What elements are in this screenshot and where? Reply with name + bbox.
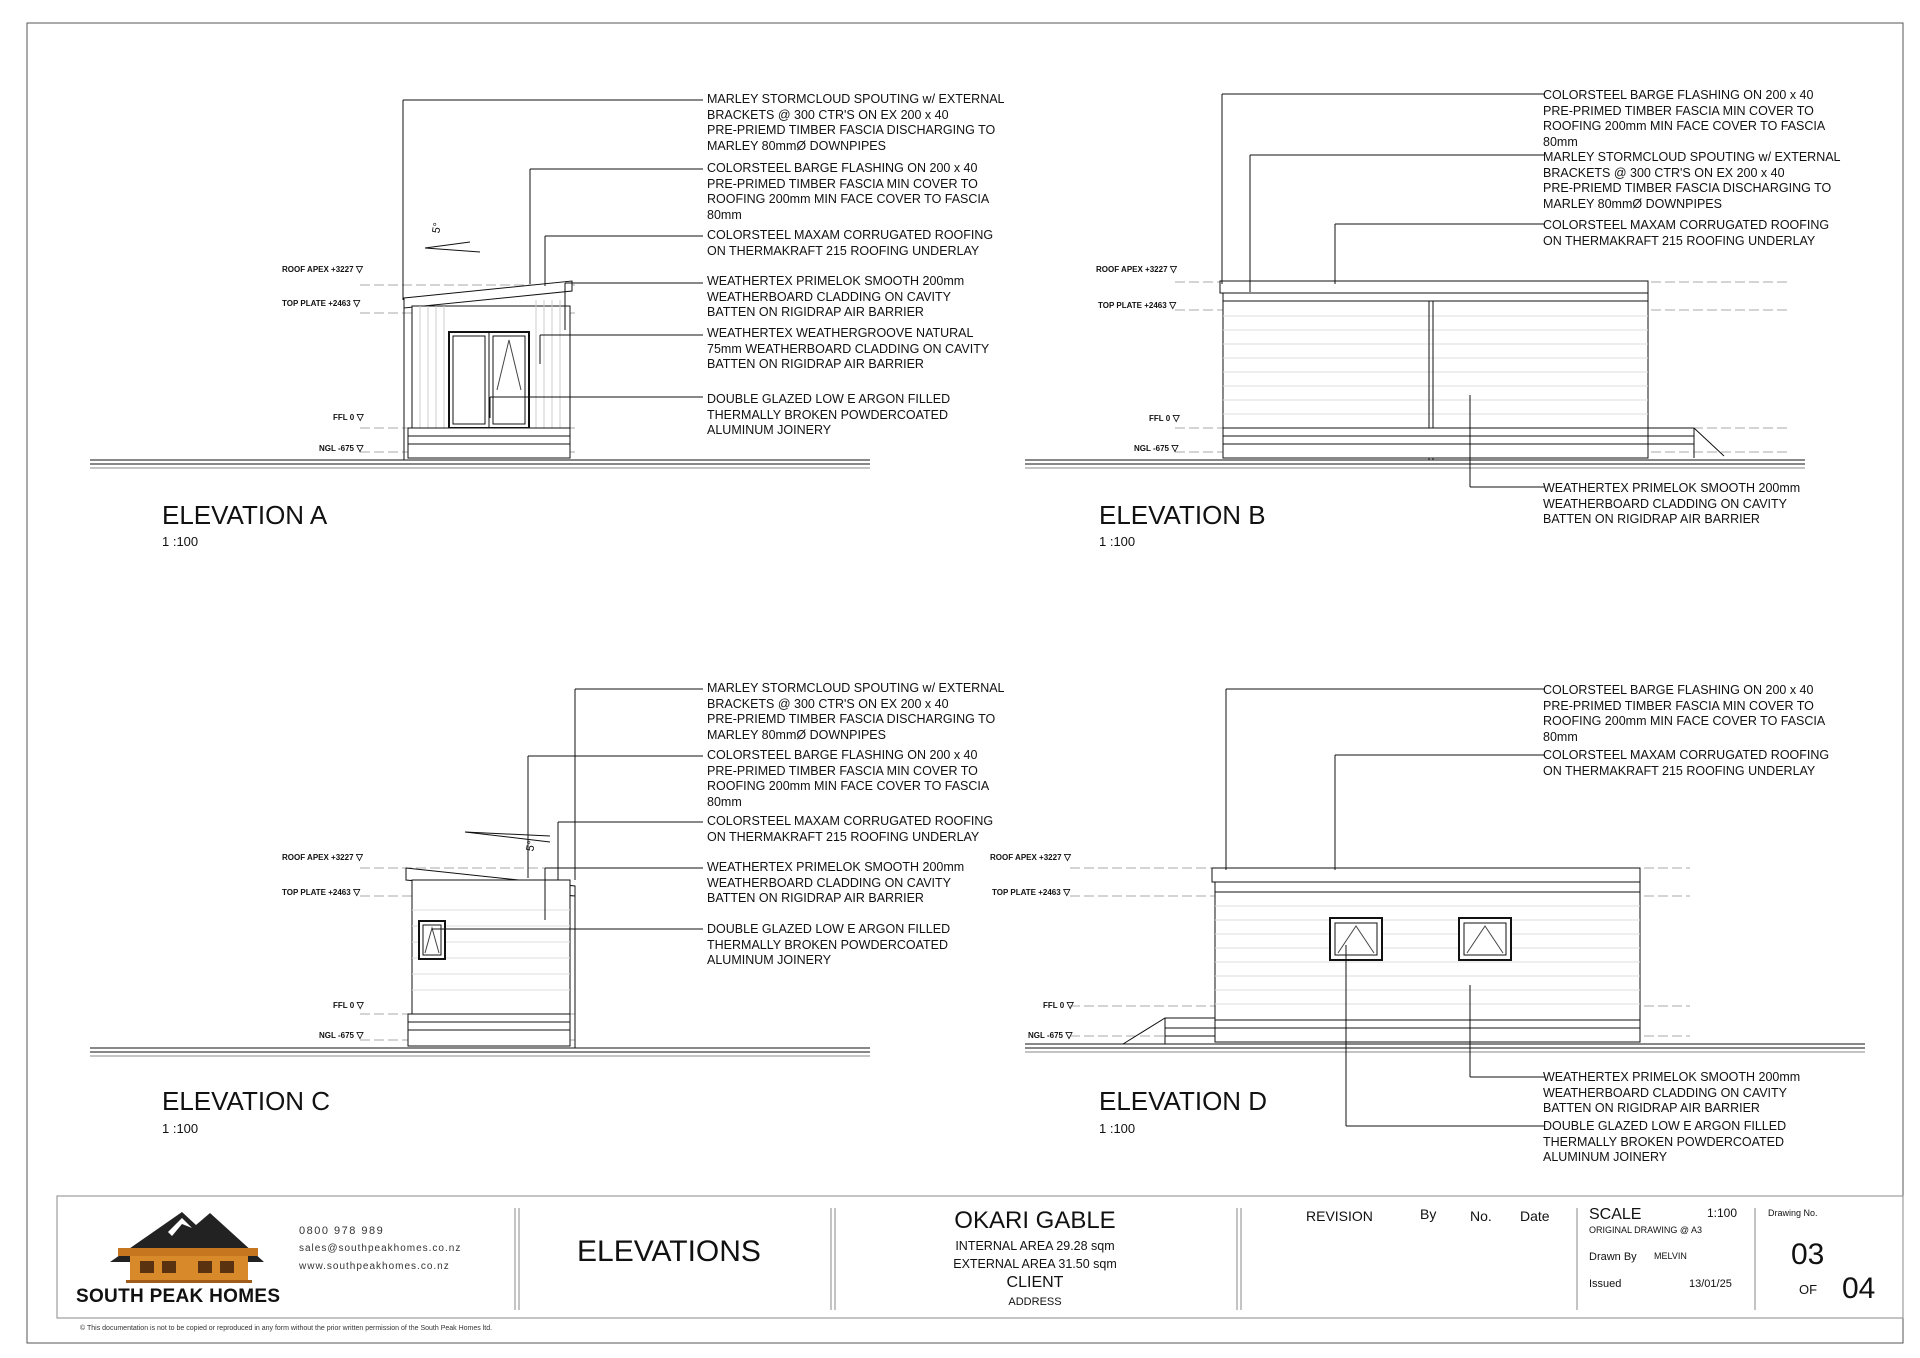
level-roof-apex-b: ROOF APEX +3227 ▽ [1096,264,1177,274]
elevation-c-title: ELEVATION C [162,1086,331,1116]
company-phone: 0800 978 989 [299,1225,385,1237]
note-a-cladding-weathergroove: WEATHERTEX WEATHERGROOVE NATURAL 75mm WEATHERBOARD CLADDING ON CAVITY BATTEN ON RIGIDRAP AIR BARRIER [707,326,990,371]
elevation-b-title: ELEVATION B [1099,500,1266,530]
elevation-d-title: ELEVATION D [1099,1086,1268,1116]
revision-date-label: Date [1520,1208,1550,1224]
revision-label: REVISION [1306,1208,1373,1224]
revision-by-label: By [1420,1206,1437,1222]
client-label: CLIENT [1006,1274,1064,1291]
elevation-c-drawing [90,689,870,1056]
sheet-border [27,23,1903,1343]
level-roof-apex-d: ROOF APEX +3227 ▽ [990,852,1071,862]
level-ffl-a: FFL 0 ▽ [333,412,364,422]
level-marker-icon: ▽ [1064,1000,1074,1010]
note-b-roofing: COLORSTEEL MAXAM CORRUGATED ROOFING ON THERMAKRAFT 215 ROOFING UNDERLAY [1543,218,1830,248]
level-marker-icon: ▽ [353,264,363,274]
revision-no-label: No. [1470,1208,1492,1224]
sheet-title: ELEVATIONS [577,1235,761,1268]
level-top-plate-c: TOP PLATE +2463 ▽ [282,887,361,897]
issued-label: Issued [1589,1278,1622,1290]
level-marker-icon: ▽ [350,298,361,308]
drawn-by-value: MELVIN [1654,1251,1687,1261]
internal-area: INTERNAL AREA 29.28 sqm [955,1239,1115,1253]
level-top-plate-a: TOP PLATE +2463 ▽ [282,298,361,308]
level-ffl-d: FFL 0 ▽ [1043,1000,1074,1010]
note-a-roofing: COLORSTEEL MAXAM CORRUGATED ROOFING ON THERMAKRAFT 215 ROOFING UNDERLAY [707,228,994,258]
note-a-cladding-primelok: WEATHERTEX PRIMELOK SMOOTH 200mm WEATHERBOARD CLADDING ON CAVITY BATTEN ON RIGIDRAP AIR BARRIER [707,274,965,319]
scale-label: SCALE [1589,1206,1642,1223]
level-roof-apex-c: ROOF APEX +3227 ▽ [282,852,363,862]
roof-pitch-a: 5° [430,221,445,235]
total-drawings: 04 [1842,1272,1876,1305]
title-block-frame [57,1196,1903,1318]
level-marker-icon: ▽ [354,1000,364,1010]
note-c-roofing: COLORSTEEL MAXAM CORRUGATED ROOFING ON THERMAKRAFT 215 ROOFING UNDERLAY [707,814,994,844]
address-label: ADDRESS [1008,1296,1062,1308]
level-marker-icon: ▽ [353,1030,364,1040]
level-marker-icon: ▽ [1168,443,1179,453]
note-d-cladding: WEATHERTEX PRIMELOK SMOOTH 200mm WEATHERBOARD CLADDING ON CAVITY BATTEN ON RIGIDRAP AIR BARRIER [1543,1070,1801,1115]
drawing-no-label: Drawing No. [1768,1208,1818,1218]
note-d-joinery: DOUBLE GLAZED LOW E ARGON FILLED THERMALLY BROKEN POWDERCOATED ALUMINUM JOINERY [1543,1119,1787,1164]
level-marker-icon: ▽ [1060,887,1071,897]
note-d-roofing: COLORSTEEL MAXAM CORRUGATED ROOFING ON THERMAKRAFT 215 ROOFING UNDERLAY [1543,748,1830,778]
note-c-joinery: DOUBLE GLAZED LOW E ARGON FILLED THERMALLY BROKEN POWDERCOATED ALUMINUM JOINERY [707,922,951,967]
company-email: sales@southpeakhomes.co.nz [299,1243,462,1254]
note-b-spouting: MARLEY STORMCLOUD SPOUTING w/ EXTERNAL BRACKETS @ 300 CTR'S ON EX 200 x 40 PRE-PRIEMD TIMBER FASCIA DISCHARGING TO MARLEY 80mmØ DOWNPIPES [1543,150,1841,211]
level-marker-icon: ▽ [354,412,364,422]
company-logo [110,1212,264,1283]
level-ngl-d: NGL -675 ▽ [1028,1030,1073,1040]
elevation-b-drawing [1025,94,1805,487]
level-marker-icon: ▽ [1061,852,1071,862]
level-marker-icon: ▽ [353,443,364,453]
project-name: OKARI GABLE [954,1207,1116,1234]
note-a-joinery: DOUBLE GLAZED LOW E ARGON FILLED THERMALLY BROKEN POWDERCOATED ALUMINUM JOINERY [707,392,951,437]
elevation-a-scale: 1 :100 [162,534,199,549]
note-c-cladding: WEATHERTEX PRIMELOK SMOOTH 200mm WEATHERBOARD CLADDING ON CAVITY BATTEN ON RIGIDRAP AIR BARRIER [707,860,965,905]
level-top-plate-b: TOP PLATE +2463 ▽ [1098,300,1177,310]
note-b-cladding: WEATHERTEX PRIMELOK SMOOTH 200mm WEATHERBOARD CLADDING ON CAVITY BATTEN ON RIGIDRAP AIR BARRIER [1543,481,1801,526]
original-drawing-size: ORIGINAL DRAWING @ A3 [1589,1225,1702,1235]
copyright-icon: © [80,1325,86,1332]
level-marker-icon: ▽ [353,852,363,862]
level-roof-apex-a: ROOF APEX +3227 ▽ [282,264,363,274]
level-marker-icon: ▽ [1167,264,1177,274]
note-c-spouting: MARLEY STORMCLOUD SPOUTING w/ EXTERNAL BRACKETS @ 300 CTR'S ON EX 200 x 40 PRE-PRIEMD TIMBER FASCIA DISCHARGING TO MARLEY 80mmØ DOWNPIPES [707,681,1005,742]
copyright-notice: © This documentation is not to be copied or reproduced in any form without the prior written permission of the South Peak Homes ltd. [80,1325,493,1332]
company-name: SOUTH PEAK HOMES [76,1286,281,1307]
drawn-by-label: Drawn By [1589,1251,1637,1263]
company-website: www.southpeakhomes.co.nz [299,1261,450,1272]
issued-date: 13/01/25 [1689,1278,1732,1290]
level-marker-icon: ▽ [1062,1030,1073,1040]
level-ffl-b: FFL 0 ▽ [1149,413,1180,423]
level-marker-icon: ▽ [1166,300,1177,310]
level-marker-icon: ▽ [1170,413,1180,423]
level-top-plate-d: TOP PLATE +2463 ▽ [992,887,1071,897]
external-area: EXTERNAL AREA 31.50 sqm [953,1257,1117,1271]
note-c-barge: COLORSTEEL BARGE FLASHING ON 200 x 40 PRE-PRIMED TIMBER FASCIA MIN COVER TO ROOFING 200mm MIN FACE COVER TO FASCIA 80mm [707,748,990,809]
elevation-a-drawing [90,100,870,468]
level-ngl-c: NGL -675 ▽ [319,1030,364,1040]
roof-pitch-c: 5° [524,839,539,853]
elevation-b-scale: 1 :100 [1099,534,1136,549]
level-ffl-c: FFL 0 ▽ [333,1000,364,1010]
level-ngl-b: NGL -675 ▽ [1134,443,1179,453]
note-a-barge: COLORSTEEL BARGE FLASHING ON 200 x 40 PRE-PRIMED TIMBER FASCIA MIN COVER TO ROOFING 200mm MIN FACE COVER TO FASCIA 80mm [707,161,990,222]
note-b-barge: COLORSTEEL BARGE FLASHING ON 200 x 40 PRE-PRIMED TIMBER FASCIA MIN COVER TO ROOFING 200mm MIN FACE COVER TO FASCIA 80mm [1543,88,1826,149]
elevation-c-scale: 1 :100 [162,1121,199,1136]
level-marker-icon: ▽ [350,887,361,897]
note-a-spouting: MARLEY STORMCLOUD SPOUTING w/ EXTERNAL BRACKETS @ 300 CTR'S ON EX 200 x 40 PRE-PRIEMD TIMBER FASCIA DISCHARGING TO MARLEY 80mmØ DOWNPIPES [707,92,1005,153]
drawing-number: 03 [1791,1238,1825,1271]
elevation-d-scale: 1 :100 [1099,1121,1136,1136]
elevation-a-title: ELEVATION A [162,500,328,530]
note-d-barge: COLORSTEEL BARGE FLASHING ON 200 x 40 PRE-PRIMED TIMBER FASCIA MIN COVER TO ROOFING 200mm MIN FACE COVER TO FASCIA 80mm [1543,683,1826,744]
level-ngl-a: NGL -675 ▽ [319,443,364,453]
scale-value: 1:100 [1707,1206,1738,1220]
of-label: OF [1799,1282,1818,1297]
elevation-d-drawing [1025,689,1865,1126]
